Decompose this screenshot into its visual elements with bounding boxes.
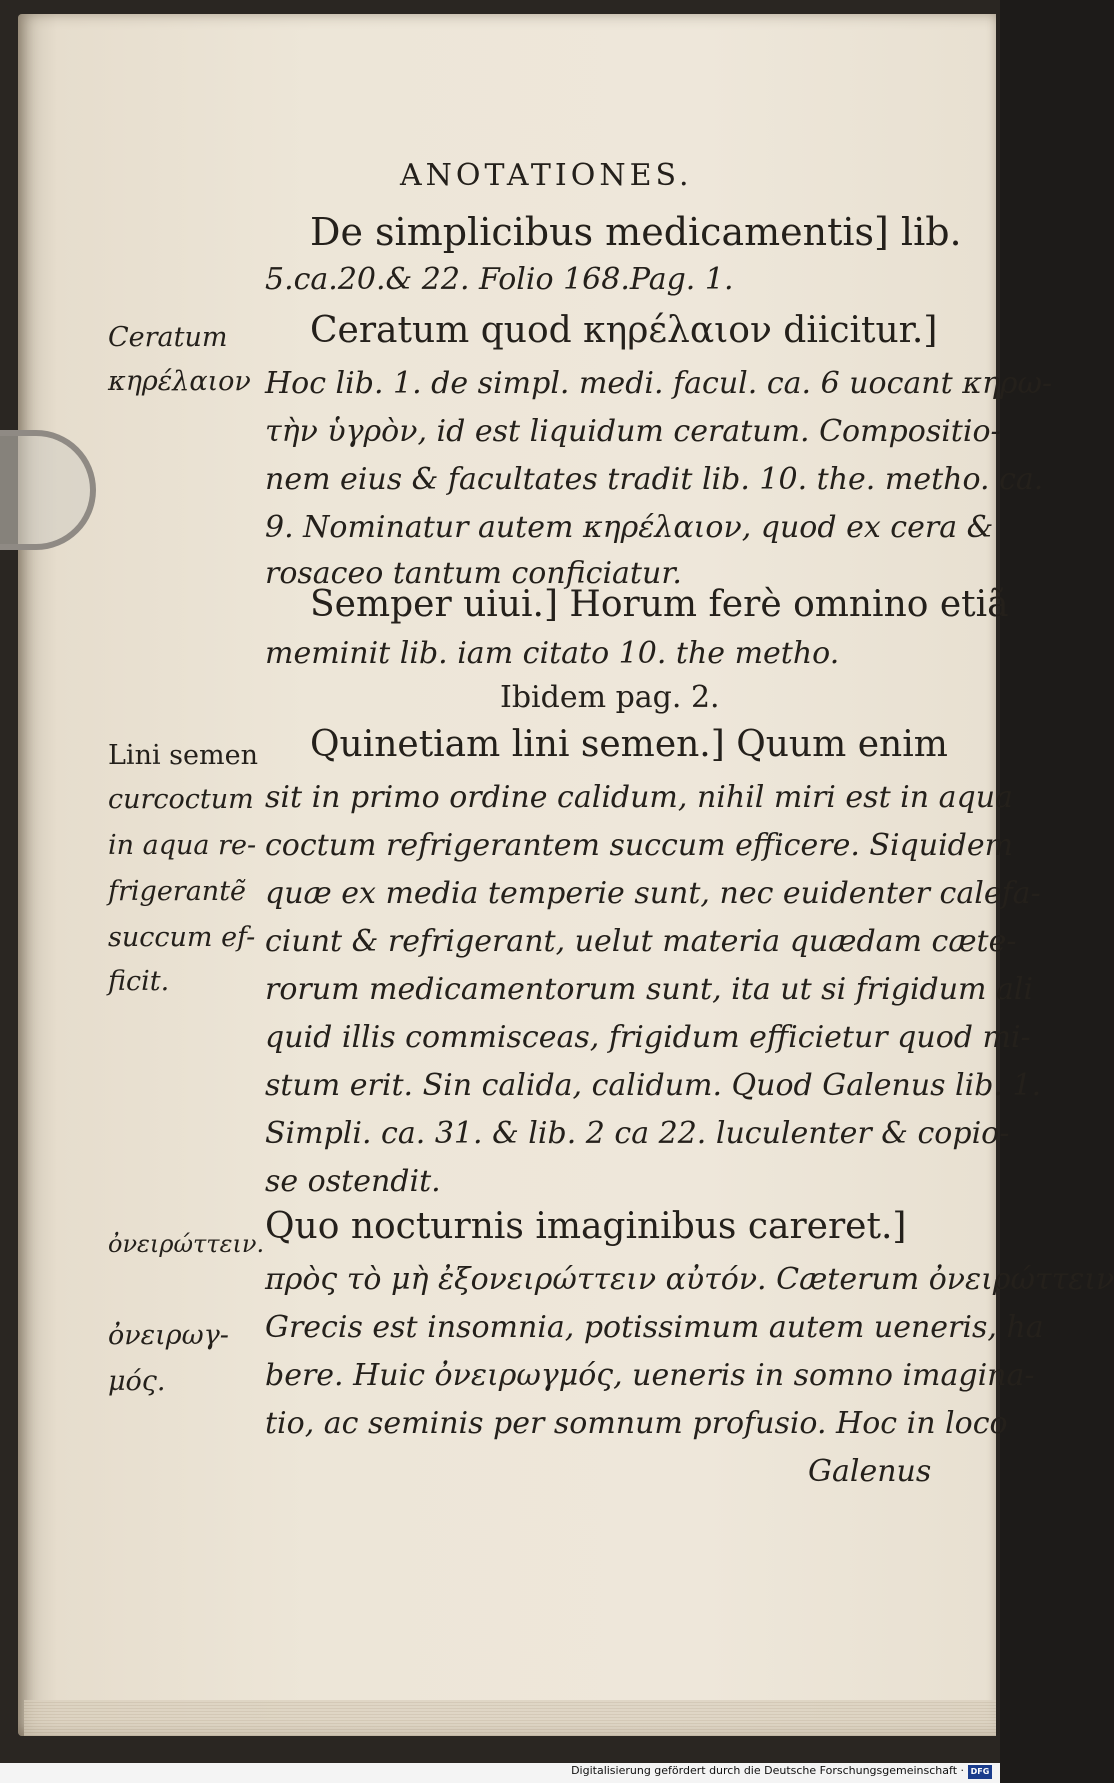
text-line: stum erit. Sin calida, calidum. Quod Galenus lib. 1. — [265, 1068, 1042, 1103]
page-edges — [24, 1700, 996, 1736]
text-line: quæ ex media temperie sunt, nec euidenter calefa- — [265, 876, 1041, 911]
text-line: πρὸς τὸ μὴ ἐξονειρώττειν αὐτόν. Cæterum ὀνειρώττειν — [265, 1262, 1114, 1297]
text-line: Semper uiui.] Horum ferè omnino etiã — [310, 584, 1009, 625]
text-line: se ostendit. — [265, 1164, 441, 1199]
text-line: rorum medicamentorum sunt, ita ut si frigidum ali — [265, 972, 1034, 1007]
margin-note: κηρέλαιον — [108, 366, 251, 397]
running-header: ANOTATIONES. — [400, 158, 693, 193]
text-line: quid illis commisceas, frigidum efficietur quod mi- — [265, 1020, 1031, 1055]
margin-note: curcoctum — [108, 784, 254, 815]
margin-note: ὀνειρώττειν. — [108, 1230, 265, 1258]
text-line: Ceratum quod κηρέλαιον diicitur.] — [310, 310, 938, 351]
text-line: Hoc lib. 1. de simpl. medi. facul. ca. 6 uocant κηρω- — [265, 366, 1053, 401]
text-line: Simpli. ca. 31. & lib. 2 ca 22. luculenter & copio- — [265, 1116, 1010, 1151]
margin-note: Ceratum — [108, 322, 228, 353]
text-line: Quinetiam lini semen.] Quum enim — [310, 724, 948, 765]
footer-credit: Digitalisierung gefördert durch die Deutsche Forschungsgemeinschaft · — [571, 1764, 964, 1777]
margin-note: frigerantẽ — [108, 876, 247, 907]
text-line: tio, ac seminis per somnum profusio. Hoc in loco — [265, 1406, 1008, 1441]
margin-note: ὀνειρωγ- — [108, 1320, 229, 1351]
margin-note: μός. — [108, 1366, 166, 1397]
text-line: rosaceo tantum conficiatur. — [265, 556, 682, 591]
dfg-logo: DFG — [968, 1765, 992, 1779]
text-line: meminit lib. iam citato 10. the metho. — [265, 636, 840, 671]
text-line: bere. Huic ὀνειρωγμός, ueneris in somno imagina- — [265, 1358, 1035, 1393]
margin-note: Lini semen — [108, 740, 258, 771]
text-line: De simplicibus medicamentis] lib. — [310, 210, 962, 254]
margin-note: in aqua re- — [108, 830, 257, 861]
margin-note: succum ef- — [108, 922, 256, 953]
catchword: Galenus — [808, 1454, 932, 1489]
text-line: 9. Nominatur autem κηρέλαιον, quod ex cera & — [265, 510, 994, 545]
text-line: coctum refrigerantem succum efficere. Siquidem — [265, 828, 1014, 863]
text-line: 5.ca.20.& 22. Folio 168.Pag. 1. — [265, 262, 734, 297]
text-line: Grecis est insomnia, potissimum autem ueneris, ha — [265, 1310, 1044, 1345]
text-line: Quo nocturnis imaginibus careret.] — [265, 1206, 907, 1247]
text-line: Ibidem pag. 2. — [500, 680, 720, 715]
text-line: nem eius & facultates tradit lib. 10. the. metho. ca. — [265, 462, 1044, 497]
text-line: τὴν ὑγρὸν, id est liquidum ceratum. Compositio- — [265, 414, 1001, 449]
margin-note: ficit. — [108, 966, 170, 997]
text-line: ciunt & refrigerant, uelut materia quædam cæte- — [265, 924, 1017, 959]
text-line: sit in primo ordine calidum, nihil miri est in aqua — [265, 780, 1013, 815]
